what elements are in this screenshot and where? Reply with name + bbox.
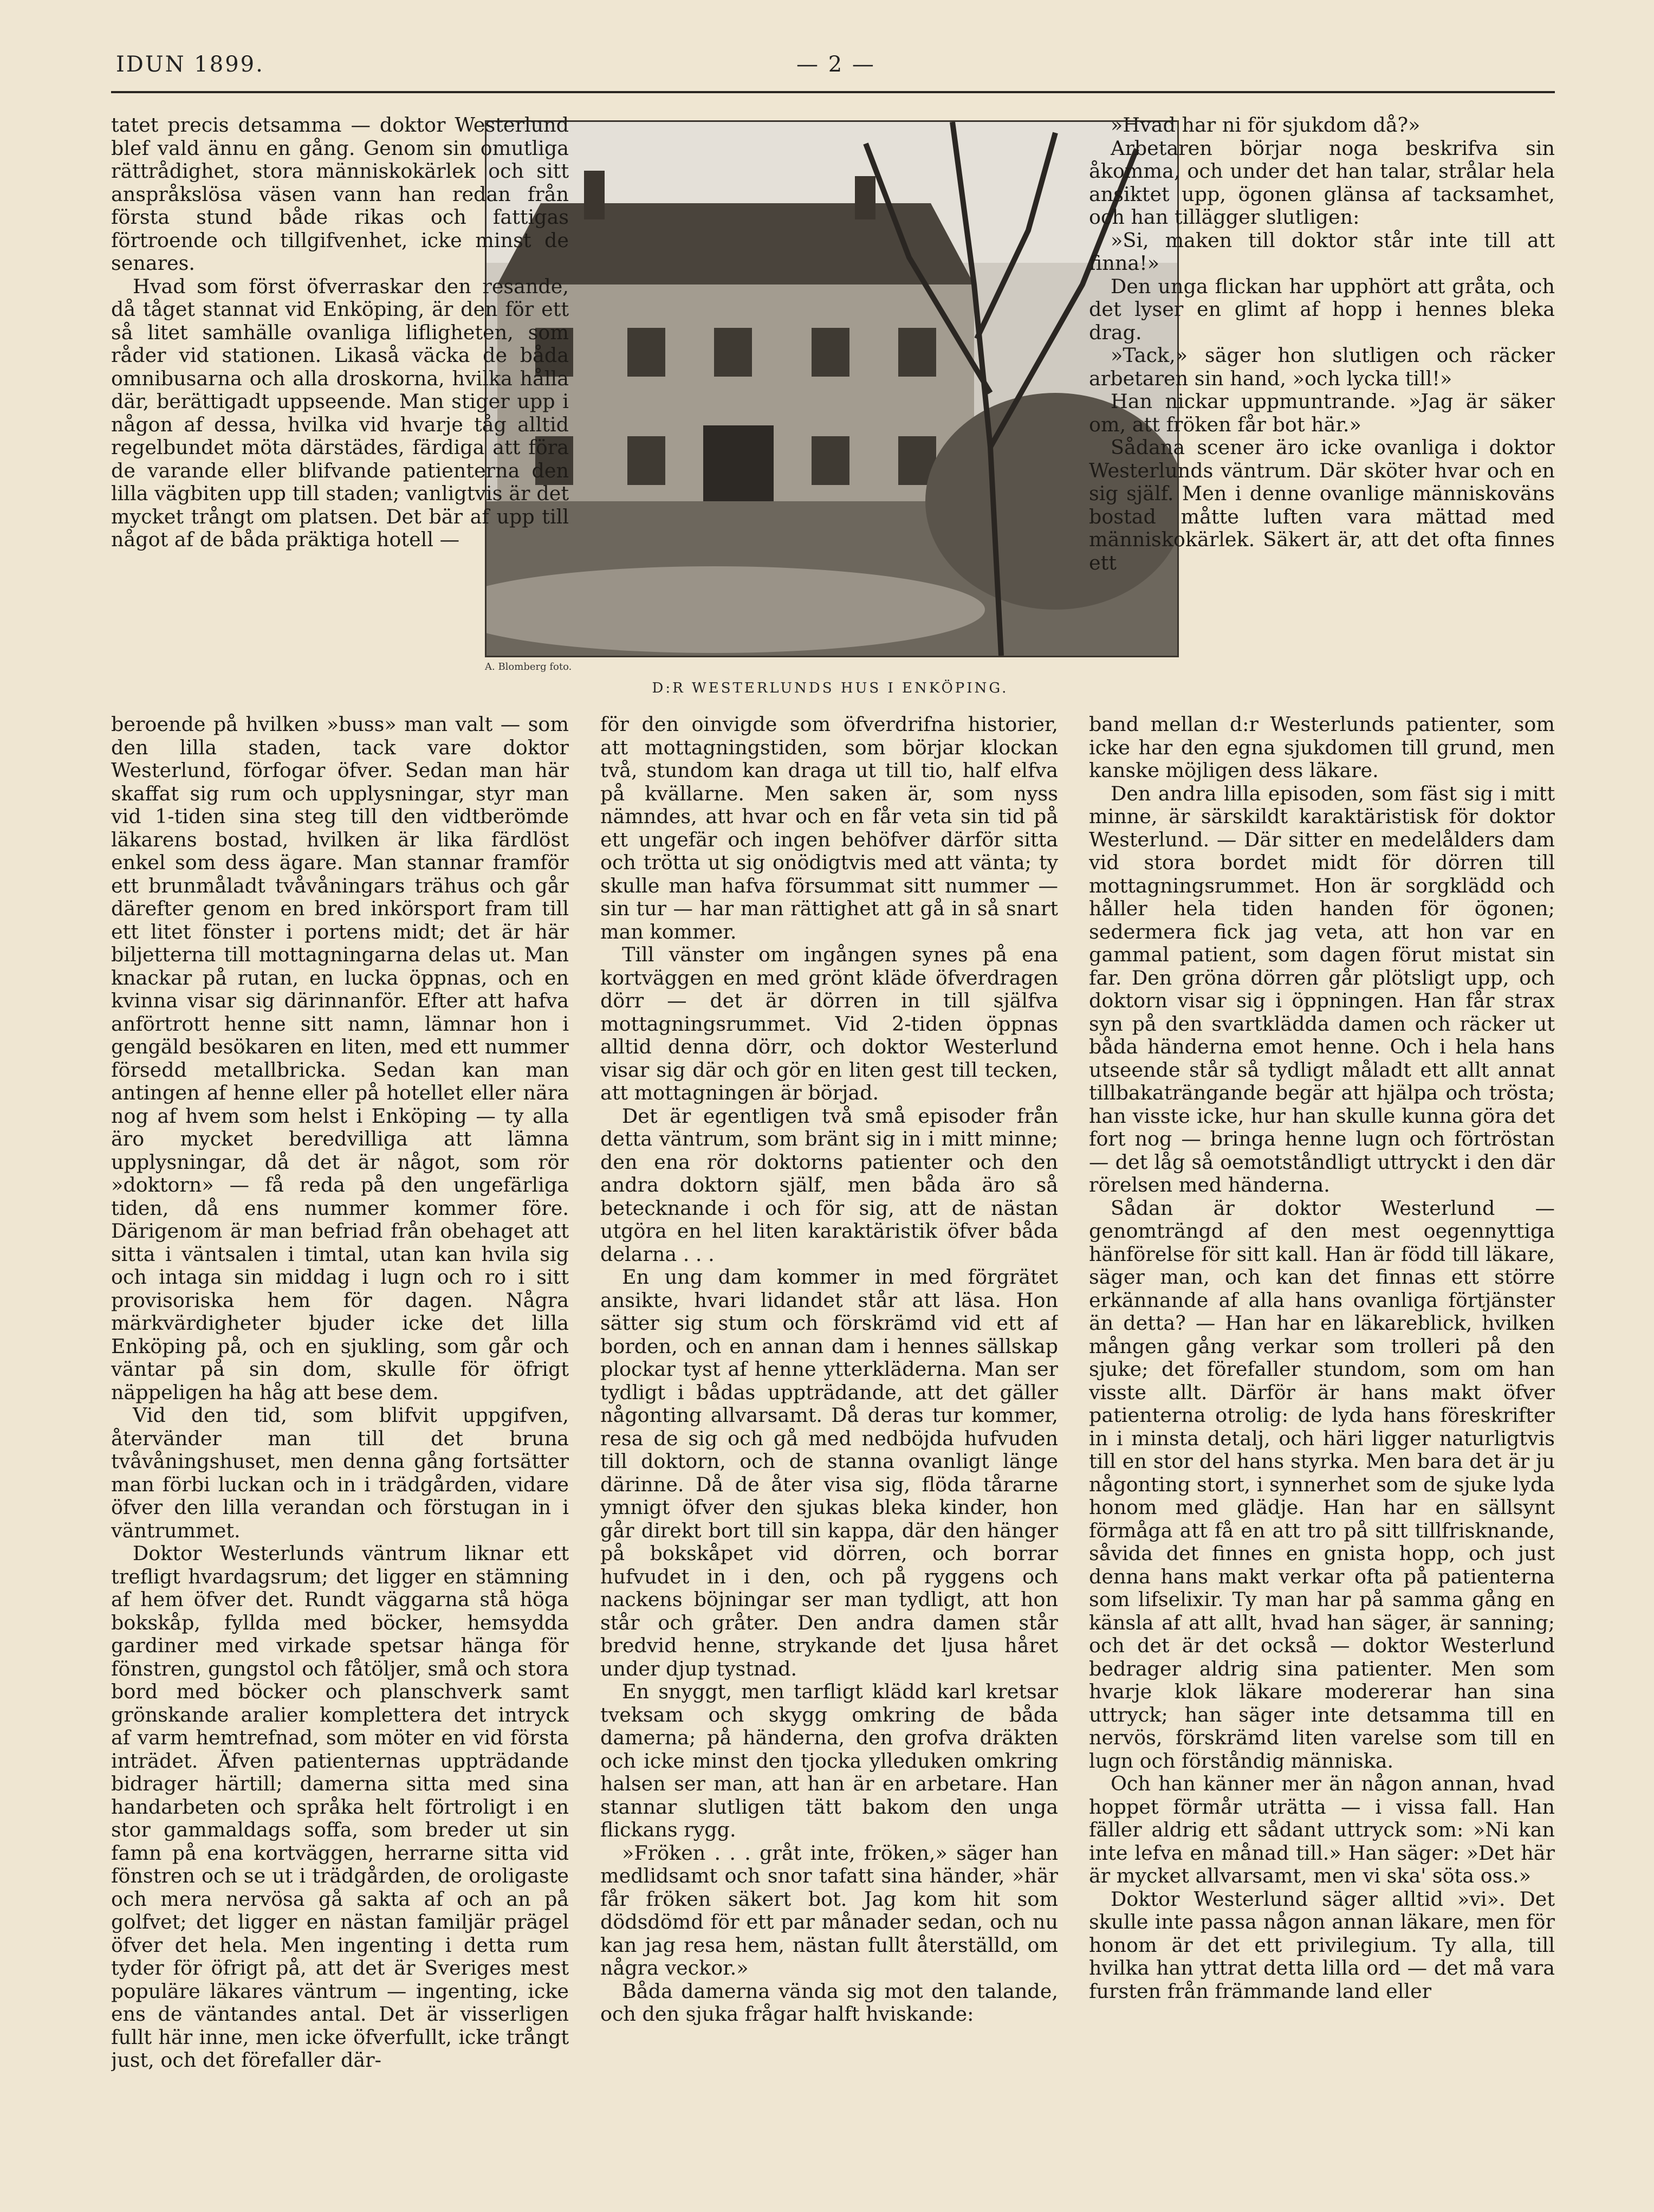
header-rule (111, 91, 1555, 93)
paragraph: Han nickar uppmuntrande. »Jag är säker om, att fröken får bot här.» (1089, 390, 1555, 436)
page-number: — 2 — (796, 52, 875, 77)
paragraph: Båda damerna vända sig mot den talande, och den sjuka frågar halft hviskande: (600, 1979, 1058, 2026)
column-2 (600, 713, 1058, 2165)
paragraph: Doktor Westerlund säger alltid »vi». Det skulle inte passa någon annan läkare, men för honom är det ett privilegium. Ty alla, till hvilka han yttrat detta lilla ord — det må vara fursten från främmande land eller (1089, 1887, 1555, 2003)
paragraph: Till vänster om ingången synes på ena kortväggen en med grönt kläde öfverdragen dörr — det är dörren in till själfva mottagningsrummet. Vid 2-tiden öppnas alltid denna dörr, och doktor Westerlund visar sig där och gör en liten gest till tecken, att mottagningen är börjad. (600, 943, 1058, 1104)
paragraph: »Si, maken till doktor står inte till att finna!» (1089, 228, 1555, 275)
paragraph: Och han känner mer än någon annan, hvad hoppet förmår uträtta — i vissa fall. Han fäller aldrig ett sådant uttryck som: »Ni kan inte lefva en månad till.» Han säger: »Det här är mycket allvarsamt, men vi ska' söta oss.» (1089, 1772, 1555, 1887)
paragraph: Den unga flickan har upphört att gråta, och det lyser en glimt af hopp i hennes bleka drag. (1089, 274, 1555, 344)
house-photo-illustration (487, 122, 1177, 656)
column-1-bottom (111, 713, 569, 2165)
paragraph: tatet precis detsamma — doktor Westerlund blef vald ännu en gång. Genom sin omutliga rättrådighet, stora människokärlek och sitt anspråkslösa väsen vann han redan från första stund både rikas och fattigas förtroende och tillgifvenhet, icke minst de senares. (111, 114, 569, 275)
column-3-top (1089, 114, 1555, 710)
paragraph: Den andra lilla episoden, som fäst sig i mitt minne, är särskildt karaktäristisk för doktor Westerlund. — Där sitter en medelålders dam vid stora bordet midt för dörren till mottagningsrummet. Hon är sorgklädd och håller hela tiden handen för ögonen; sedermera fick jag veta, att hon var en gammal patient, som dagen förut mistat sin far. Den gröna dörren går plötsligt upp, och doktorn visar sig i öppningen. Han får strax syn på den svartklädda damen och räcker ut båda händerna emot henne. Och i hela hans utseende står så tydligt måladt ett allt annat tillbakaträngande begär att hjälpa och trösta; han visste icke, hur han skulle kunna göra det fort nog — bringa henne lugn och förtröstan — det låg så oemotståndligt uttryckt i den där rörelsen med händerna. (1089, 781, 1555, 1196)
paragraph: band mellan d:r Westerlunds patienter, som icke har den egna sjukdomen till grund, men kanske möjligen dess läkare. (1089, 713, 1555, 782)
paragraph: Hvad som först öfverraskar den resande, då tåget stannat vid Enköping, är den för ett så litet samhälle ovanliga lifligheten, som råder vid stationen. Likaså väcka de båda omnibusarna och alla droskorna, hvilka hålla där, berättigadt uppseende. Man stiger upp i någon af dessa, hvilka vid hvarje tåg alltid regelbundet möta därstädes, färdiga att föra de varande eller blifvande patienterna den lilla vägbiten upp till staden; vanligtvis är det mycket trångt om platsen. Det bär af upp till något af de båda präktiga hotell — (111, 274, 569, 551)
paragraph: »Hvad har ni för sjukdom då?» (1111, 114, 1421, 137)
photo-credit: A. Blomberg foto. (485, 661, 572, 672)
paragraph: Doktor Westerlunds väntrum liknar ett trefligt hvardagsrum; det ligger en stämning af hem öfver det. Rundt väggarna stå höga bokskåp, fyllda med böcker, hemsydda gardiner med virkade spetsar hänga för fönstren, gungstol och fåtöljer, små och stora bord med böcker och planschverk samt grönskande aralier komplettera det intryck af varm hemtrefnad, som möter en vid första inträdet. Äfven patienternas uppträdande bidrager härtill; damerna sitta med sina handarbeten och språka helt förtroligt i en stor gammaldags soffa, som breder ut sin famn på ena kortväggen, herrarne sitta vid fönstren och se ut i trädgården, de oroligaste och mera nervösa gå sakta af och an på golfvet; det ligger en nästan familjär prägel öfver det hela. Men ingenting i detta rum tyder för öfrigt på, att det är Sveriges mest populäre läkares väntrum — ingenting, icke ens de väntandes antal. Det är visserligen fullt här inne, men icke öfverfullt, icke trångt just, och det förefaller där- (111, 1542, 569, 2072)
paragraph: Sådan är doktor Westerlund — genomträngd af den mest oegennyttiga hänförelse för sitt kall. Han är född till läkare, säger man, och kan det finnas ett större erkännande af alla hans ovanliga förtjänster än detta? — Han har en läkareblick, hvilken mången gång verkar som trolleri på den sjuke; det förefaller stundom, som om han visste allt. Därför är hans makt öfver patienterna otrolig: de lyda hans föreskrifter in i minsta detalj, och häri ligger naturligtvis till en stor del hans styrka. Men bara det är ju någonting stort, i synnerhet som de sjuke lyda honom med glädje. Han har en sällsynt förmåga att få en att tro på sitt tillfrisknande, såvida det finnes en gnista hopp, och just denna hans makt verkar ofta på patienterna som lifselixir. Ty man har på samma gång en känsla af att allt, hvad han säger, är sanning; och det är det också — doktor Westerlund bedrager aldrig sina patienter. Men som hvarje klok läkare modererar han sina uttryck; han säger inte detsamma till en nervös, förskrämd liten varelse som till en lugn och förståndig människa. (1089, 1196, 1555, 1773)
paragraph: »Tack,» säger hon slutligen och räcker arbetaren sin hand, »och lycka till!» (1089, 344, 1555, 390)
column-3-bottom (1089, 713, 1555, 2165)
paragraph: En ung dam kommer in med förgrätet ansikte, hvari lidandet står att läsa. Hon sätter sig stum och förskrämd vid ett af borden, och en annan dam i hennes sällskap plockar tyst af henne ytterkläderna. Man ser tydligt i bådas uppträdande, att det gäller någonting allvarsamt. Då deras tur kommer, resa de sig och gå med nedböjda hufvuden till doktorn, och de stanna ovanligt länge därinne. Då de åter visa sig, flöda tårarne ymnigt öfver den sjukas bleka kinder, hon går direkt bort till sin kappa, där den hänger på bokskåpet vid dörren, och borrar hufvudet in i den, och på ryggens och nackens böjningar ser man tydligt, att hon står och gråter. Den andra damen står bredvid henne, strykande det ljusa håret under djup tystnad. (600, 1265, 1058, 1680)
paragraph: Sådana scener äro icke ovanliga i doktor Westerlunds väntrum. Där sköter hvar och en sig själf. Men i denne ovanlige människoväns bostad måtte luften vara mättad med människokärlek. Säkert är, att det ofta finnes ett (1089, 436, 1555, 574)
paragraph: »Fröken . . . gråt inte, fröken,» säger han medlidsamt och snor tafatt sina händer, »här får fröken säkert bot. Jag kom hit som dödsdömd för ett par månader sedan, och nu kan jag resa hem, nästan fullt återställd, om några veckor.» (600, 1841, 1058, 1980)
photo-caption: D:R WESTERLUNDS HUS I ENKÖPING. (652, 680, 1009, 696)
paragraph: Arbetaren börjar noga beskrifva sin åkomma, och under det han talar, strålar hela ansiktet upp, ögonen glänsa af tacksamhet, och han tillägger slutligen: (1089, 136, 1555, 229)
column-1-top (111, 114, 569, 710)
paragraph: Det är egentligen två små episoder från detta väntrum, som bränt sig in i mitt minne; den ena rör doktorns patienter och den andra doktorn själf, men båda äro så betecknande i och för sig, att de nästan utgöra en hel liten karaktäristik öfver båda delarna . . . (600, 1104, 1058, 1266)
journal-header: IDUN 1899. (116, 52, 264, 77)
paragraph: En snyggt, men tarfligt klädd karl kretsar tveksam och skygg omkring de båda damerna; på händerna, den grofva dräkten och icke minst den tjocka ylleduken omkring halsen ser man, att han är en arbetare. Han stannar slutligen tätt bakom den unga flickans rygg. (600, 1680, 1058, 1841)
house-photograph (485, 120, 1179, 657)
paragraph: Vid den tid, som blifvit uppgifven, återvänder man till det bruna tvåvåningshuset, men denna gång fortsätter man förbi luckan och in i trädgården, vidare öfver den lilla verandan och förstugan in i väntrummet. (111, 1403, 569, 1542)
paragraph: för den oinvigde som öfverdrifna historier, att mottagningstiden, som börjar klockan två, stundom kan draga ut till tio, half elfva på kvällarne. Men saken är, som nyss nämndes, att hvar och en får veta sin tid på ett ungefär och ingen behöfver därför sitta och trötta ut sig onödigtvis med att vänta; ty skulle man hafva försummat sitt nummer — sin tur — har man rättighet att gå in så snart man kommer. (600, 713, 1058, 943)
paragraph: beroende på hvilken »buss» man valt — som den lilla staden, tack vare doktor Westerlund, förfogar öfver. Sedan man här skaffat sig rum och upplysningar, styr man vid 1-tiden sina steg till den vidtberömde läkarens bostad, hvilken är lika färdlöst enkel som dess ägare. Man stannar framför ett brunmåladt tvåvåningars trähus och går därefter genom en bred inkörsport fram till ett litet fönster i portens midt; det är här biljetterna till mottagningarna delas ut. Man knackar på rutan, en lucka öppnas, och en kvinna visar sig därinnanför. Efter att hafva anförtrott henne sitt namn, lämnar hon i gengäld besökaren en liten, med ett nummer försedd metallbricka. Sedan kan man antingen af henne eller på hotellet eller nära nog af hvem som helst i Enköping — ty alla äro mycket beredvilliga att lämna upplysningar, då det är något, som rör »doktorn» — få reda på den ungefärliga tiden, då ens nummer kommer före. Därigenom är man befriad från obehaget att sitta i väntsalen i timtal, utan kan hvila sig och intaga sin middag i lugn och ro i sitt provisoriska hem för dagen. Några märkvärdigheter bjuder icke det lilla Enköping på, och en sjukling, som går och väntar på sin dom, skulle för öfrigt näppeligen ha håg att bese dem. (111, 713, 569, 1404)
